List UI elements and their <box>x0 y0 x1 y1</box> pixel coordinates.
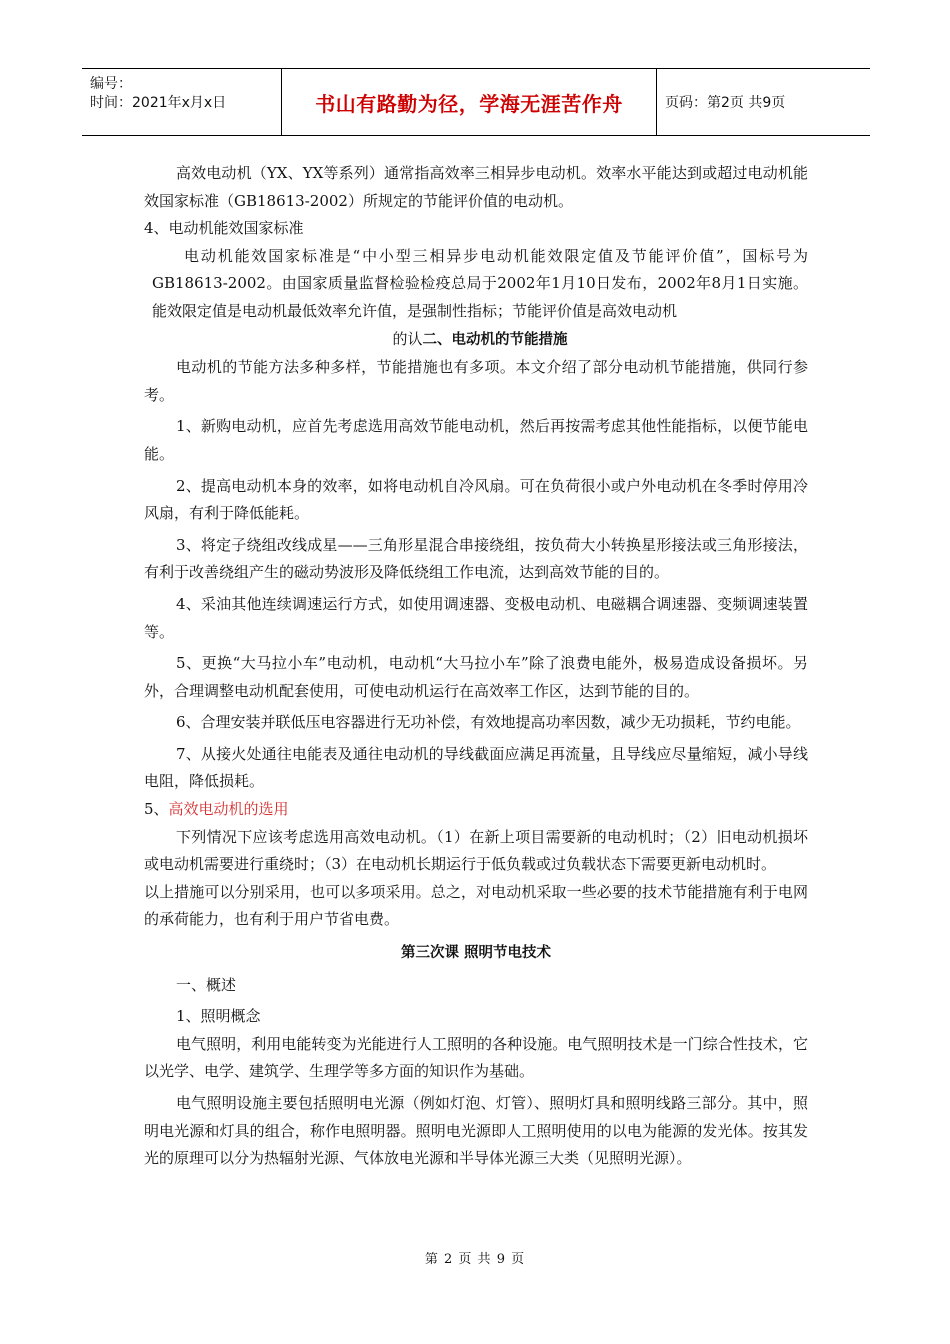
page-footer: 第 2 页 共 9 页 <box>424 1252 526 1267</box>
document-header <box>82 68 870 136</box>
measure-item-6: 6、合理安装并联低压电容器进行无功补偿，有效地提高功率因数，减少无功损耗，节约电能。 <box>176 713 801 732</box>
standard-block <box>144 243 808 354</box>
measure-item-3: 3、将定子绕组改线成星——三角形星混合串接绕组，按负荷大小转换星形接法或三角形接法，有利于改善绕组产生的磁动势波形及降低绕组工作电流，达到高效节能的目的。 <box>144 535 808 582</box>
paragraph-measures-intro: 电动机的节能方法多种多样，节能措施也有多项。本文介绍了部分电动机节能措施，供同行参考。 <box>144 358 808 404</box>
header-motto: 书山有路勤为径，学海无涯苦作舟 <box>282 69 657 135</box>
measure-item-1: 1、新购电动机，应首先考虑选用高效节能电动机，然后再按需考虑其他性能指标，以便节能电能。 <box>144 417 808 463</box>
header-page-number: 页码：第2页 共9页 <box>665 95 786 111</box>
document-number: 编号： <box>90 76 132 92</box>
section-heading-line <box>152 326 808 355</box>
measure-item-2: 2、提高电动机本身的效率，如将电动机自冷风扇。可在负荷很小或户外电动机在冬季时停用冷风扇，有利于降低能耗。 <box>144 476 808 523</box>
heading-motor-selection-number: 5、 <box>144 800 169 819</box>
measure-item-5: 5、更换“大马拉小车”电动机，电动机“大马拉小车”除了浪费电能外，极易造成设备损坏。另外，合理调整电动机配套使用，可使电动机运行在高效率工作区，达到节能的目的。 <box>144 654 808 700</box>
header-meta <box>82 69 282 135</box>
measure-item-7: 7、从接火处通往电能表及通往电动机的导线截面应满足再流量，且导线应尽量缩短，减小导线电阻，降低损耗。 <box>144 744 808 791</box>
heading-overview: 一、概述 <box>176 975 237 994</box>
heading-motor-selection <box>144 796 808 824</box>
heading-lighting-concept: 1、照明概念 <box>176 1007 261 1026</box>
paragraph-high-efficiency-motor: 高效电动机（YX、YX等系列）通常指高效率三相异步电动机。效率水平能达到或超过电动机能效国家标准（GB18613-2002）所规定的节能评价值的电动机。 <box>144 164 808 210</box>
lesson-3-title: 第三次课 照明节电技术 <box>400 945 552 962</box>
measure-item-4: 4、采油其他连续调速运行方式，如使用调速器、变极电动机、电磁耦合调速器、变频调速装置等。 <box>144 594 808 641</box>
section-title-energy-measures: 二、电动机的节能措施 <box>422 331 568 348</box>
paragraph-tail-fragment: 的认 <box>392 329 423 348</box>
document-body <box>144 160 808 1173</box>
paragraph-lighting-facilities: 电气照明设施主要包括照明电光源（例如灯泡、灯管）、照明灯具和照明线路三部分。其中，照明电光源和灯具的组合，称作电照明器。照明电光源即人工照明使用的以电为能源的发光体。按其发光的原理可以分为热辐射光源、气体放电光源和半导体光源三大类（见照明光源）。 <box>144 1094 808 1168</box>
heading-energy-standard: 4、电动机能效国家标准 <box>144 219 304 238</box>
paragraph-selection-conditions: 下列情况下应该考虑选用高效电动机。（1）在新上项目需要新的电动机时；（2）旧电动机损坏或电动机需要进行重绕时；（3）在电动机长期运行于低负载或过负载状态下需要更新电动机时。 <box>144 827 808 874</box>
heading-motor-selection-text: 高效电动机的选用 <box>168 800 289 819</box>
document-date: 时间：2021年x月x日 <box>90 95 227 111</box>
paragraph-energy-standard: 电动机能效国家标准是“中小型三相异步电动机能效限定值及节能评价值”，国标号为GB18613-2002。由国家质量监督检验检疫总局于2002年1月10日发布，2002年8月1日实施。能效限定值是电动机最低效率允许值，是强制性指标；节能评价值是高效电动机 <box>152 246 808 320</box>
paragraph-electric-lighting: 电气照明，利用电能转变为光能进行人工照明的各种设施。电气照明技术是一门综合性技术，它以光学、电学、建筑学、生理学等多方面的知识作为基础。 <box>144 1034 808 1081</box>
paragraph-summary: 以上措施可以分别采用，也可以多项采用。总之，对电动机采取一些必要的技术节能措施有利于电网的承荷能力，也有利于用户节省电费。 <box>144 882 808 929</box>
